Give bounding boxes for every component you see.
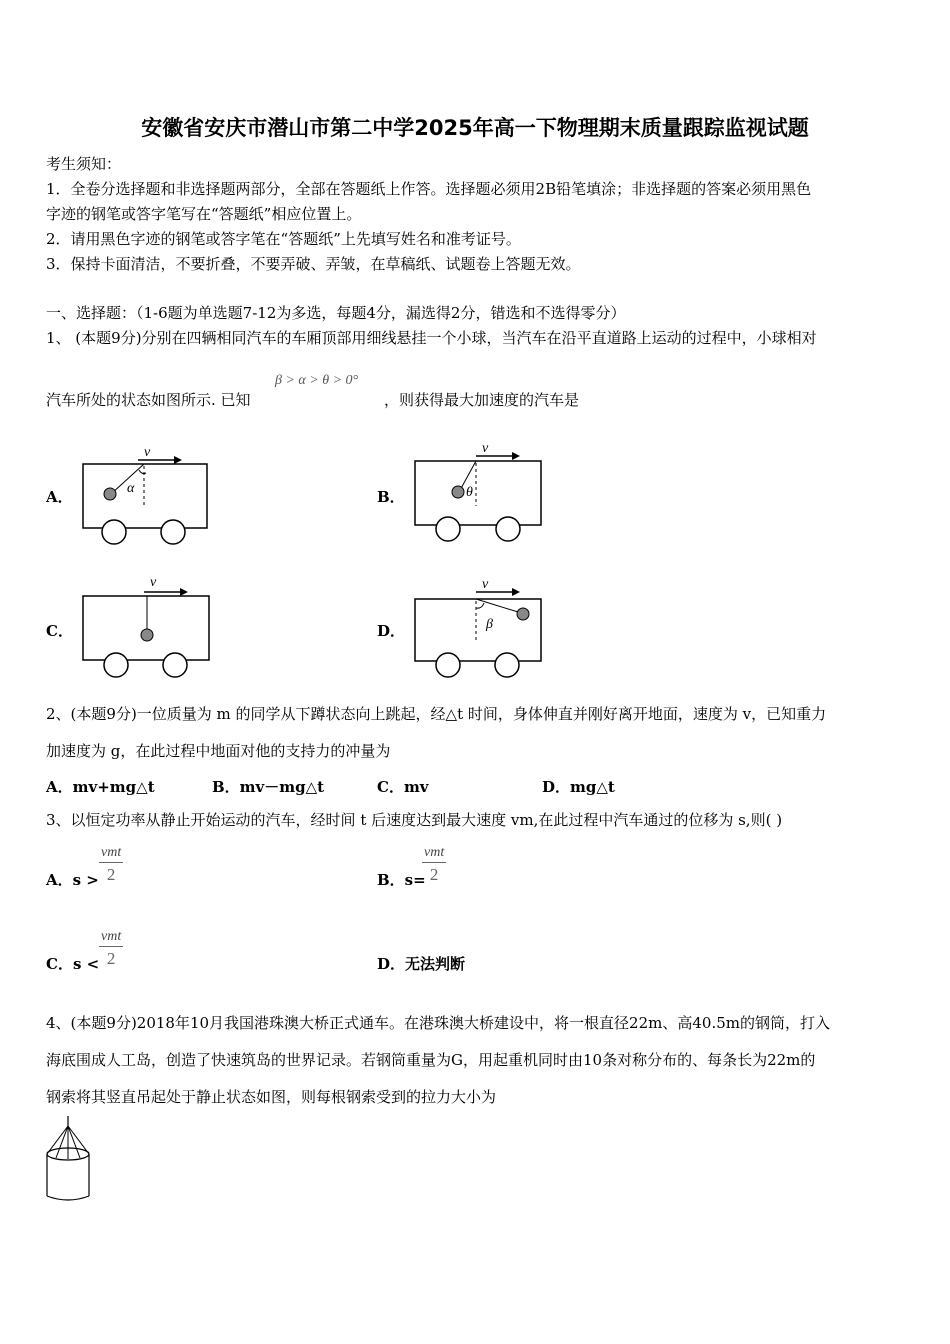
question-1-option-c[interactable]: C． xyxy=(46,622,73,640)
velocity-label: v xyxy=(150,575,157,590)
fraction-denominator: 2 xyxy=(429,865,439,884)
steel-cylinder-figure xyxy=(42,1112,98,1208)
fraction-numerator: vmt xyxy=(101,845,122,860)
question-1-option-a[interactable]: A． xyxy=(46,488,73,506)
question-1-stem-end: ，则获得最大加速度的汽车是 xyxy=(384,391,580,409)
fraction-numerator: vmt xyxy=(101,929,122,944)
question-3-option-a[interactable]: A．s > xyxy=(46,871,99,889)
fraction-denominator: 2 xyxy=(106,865,116,884)
question-1-stem: 汽车所处的状态如图所示. 已知 xyxy=(46,391,251,409)
question-2-option-b[interactable]: B．mv－mg△t xyxy=(212,778,325,796)
question-3-option-d[interactable]: D．无法判断 xyxy=(377,955,466,973)
question-3-text: 3、以恒定功率从静止开始运动的汽车，经时间 t 后速度达到最大速度 vm,在此过程中汽车通过的位移为 s,则( ) xyxy=(46,811,783,829)
car-a-figure xyxy=(78,440,213,550)
fraction-numerator: vmt xyxy=(424,845,445,860)
car-d-figure xyxy=(410,572,550,682)
car-c-figure xyxy=(78,572,218,682)
car-b-figure xyxy=(410,436,550,550)
velocity-label: v xyxy=(482,577,489,592)
velocity-label: v xyxy=(144,445,151,460)
question-1-option-b[interactable]: B． xyxy=(377,488,405,506)
question-2-text: 2、(本题9分)一位质量为 m 的同学从下蹲状态向上跳起，经△t 时间，身体伸直并刚好离开地面，速度为 v，已知重力 xyxy=(46,705,827,723)
notice-item-1-cont: 字迹的钢笔或答字笔写在“答题纸”相应位置上。 xyxy=(46,205,362,223)
angle-beta-label: β xyxy=(486,617,493,632)
notice-item-3: 3．保持卡面清洁，不要折叠，不要弄破、弄皱，在草稿纸、试题卷上答题无效。 xyxy=(46,255,581,273)
angle-theta-label: θ xyxy=(466,485,473,500)
fraction-denominator: 2 xyxy=(106,949,116,968)
question-2-option-c[interactable]: C．mv xyxy=(377,778,429,796)
question-2-option-a[interactable]: A．mv+mg△t xyxy=(46,778,155,796)
notice-heading: 考生须知： xyxy=(46,155,122,173)
notice-item-2: 2．请用黑色字迹的钢笔或答字笔在“答题纸”上先填写姓名和准考证号。 xyxy=(46,230,521,248)
question-4-text-2: 海底围成人工岛，创造了快速筑岛的世界记录。若钢筒重量为G，用起重机同时由10条对称分布的、每条长为22m的 xyxy=(46,1051,816,1069)
fraction-vmt-over-2 xyxy=(99,845,123,885)
question-1-text: 1、 (本题9分)分别在四辆相同汽车的车厢顶部用细线悬挂一个小球，当汽车在沿平直道路上运动的过程中，小球相对 xyxy=(46,329,817,347)
question-1-option-d[interactable]: D． xyxy=(377,622,406,640)
question-3-option-b[interactable]: B．s= xyxy=(377,871,426,889)
page-title: 安徽省安庆市潜山市第二中学2025年高一下物理期末质量跟踪监视试题 xyxy=(141,116,809,140)
angle-alpha-label: α xyxy=(127,481,135,496)
angle-inequality-formula: β > α > θ > 0° xyxy=(275,373,359,388)
question-4-text-3: 钢索将其竖直吊起处于静止状态如图，则每根钢索受到的拉力大小为 xyxy=(46,1088,497,1106)
notice-item-1: 1．全卷分选择题和非选择题两部分，全部在答题纸上作答。选择题必须用2B铅笔填涂；非选择题的答案必须用黑色 xyxy=(46,180,812,198)
question-2-text-2: 加速度为 g，在此过程中地面对他的支持力的冲量为 xyxy=(46,742,391,760)
fraction-vmt-over-2 xyxy=(99,929,123,969)
question-4-text: 4、(本题9分)2018年10月我国港珠澳大桥正式通车。在港珠澳大桥建设中，将一根直径22m、高40.5m的钢筒，打入 xyxy=(46,1014,830,1032)
section-heading: 一、选择题：（1-6题为单选题7-12为多选，每题4分，漏选得2分，错选和不选得零分） xyxy=(46,304,626,322)
question-1-text-2 xyxy=(46,389,251,410)
question-3-option-c[interactable]: C．s < xyxy=(46,955,100,973)
fraction-vmt-over-2 xyxy=(422,845,446,885)
velocity-label: v xyxy=(482,441,489,456)
question-2-option-d[interactable]: D．mg△t xyxy=(542,778,615,796)
